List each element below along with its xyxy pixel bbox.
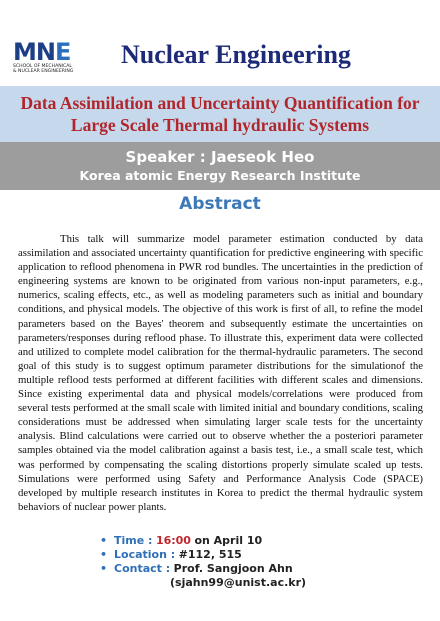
event-info xyxy=(100,534,420,590)
location-value: #112, 515 xyxy=(178,548,242,561)
abstract-body: This talk will summarize model parameter estimation conducted by data assimilation and associated uncertainty quantification for predictive engineering with specific application to reflood phenomena in PWR rod bundles. The uncertainties in the prediction of engineering systems are known to be originated from various non-input parameters, e.g., numerics, scaling effects, etc., as well as modeling parameters such as initial and boundary conditions, and physical models. The objective of this work is first of all, to refine the model parameters based on the Bayes' theorem and subsequently estimate the uncertainties on parameters/responses during reflood phase. To illustrate this, experiment data were collected and utilized to complete model calibration for the thermal-hydraulic parameters. The second goal of this study is to suggest optimum parameter distributions for the simulationof the multiple reflood tests performed at different facilities with different scales and dimensions. Since existing experimental data and physical models/correlations were produced from several tests performed at the small scale with limited initial and boundary conditions, scaling considerations must be addressed when simulating larger scale tests for the uncertainty analysis. Blind calculations were carried out to observe whether the a posteriori parameter samples obtained via the model calibration against a basis test, i.e., a small scale test, which was performed by compensating the scaling distortions properly simulate scaled up tests. Simulations were performed using Safety and Performance Analysis Code (SPACE) developed by multiple research institutes in Korea to predict the thermal hydraulic system behaviors of nuclear power plants. xyxy=(18,233,423,513)
abstract-heading: Abstract xyxy=(179,194,261,214)
page-title: Nuclear Engineering xyxy=(121,40,351,69)
bullet-icon: • xyxy=(100,562,108,575)
location-label: Location : xyxy=(114,548,176,561)
contact-row xyxy=(100,562,420,576)
contact-email: (sjahn99@unist.ac.kr) xyxy=(170,576,307,589)
contact-label: Contact : xyxy=(114,562,171,575)
time-value: 16:00 xyxy=(155,534,191,547)
time-date: on April 10 xyxy=(194,534,263,547)
time-row xyxy=(100,534,420,548)
mne-logo xyxy=(13,40,97,76)
time-label: Time : xyxy=(114,534,153,547)
logo-subtitle: SCHOOL OF MECHANICAL & NUCLEAR ENGINEERING xyxy=(13,64,74,75)
location-row xyxy=(100,548,420,562)
talk-title: Data Assimilation and Uncertainty Quantification for Large Scale Thermal hydraulic Systems xyxy=(20,93,420,135)
bullet-icon: • xyxy=(100,534,108,547)
speaker-name: Speaker : Jaeseok Heo xyxy=(125,148,315,166)
speaker-affiliation: Korea atomic Energy Research Institute xyxy=(79,168,361,183)
contact-name: Prof. Sangjoon Ahn xyxy=(173,562,293,575)
bullet-icon: • xyxy=(100,548,108,561)
logo-letters: MNE xyxy=(13,38,71,66)
header xyxy=(0,0,440,86)
